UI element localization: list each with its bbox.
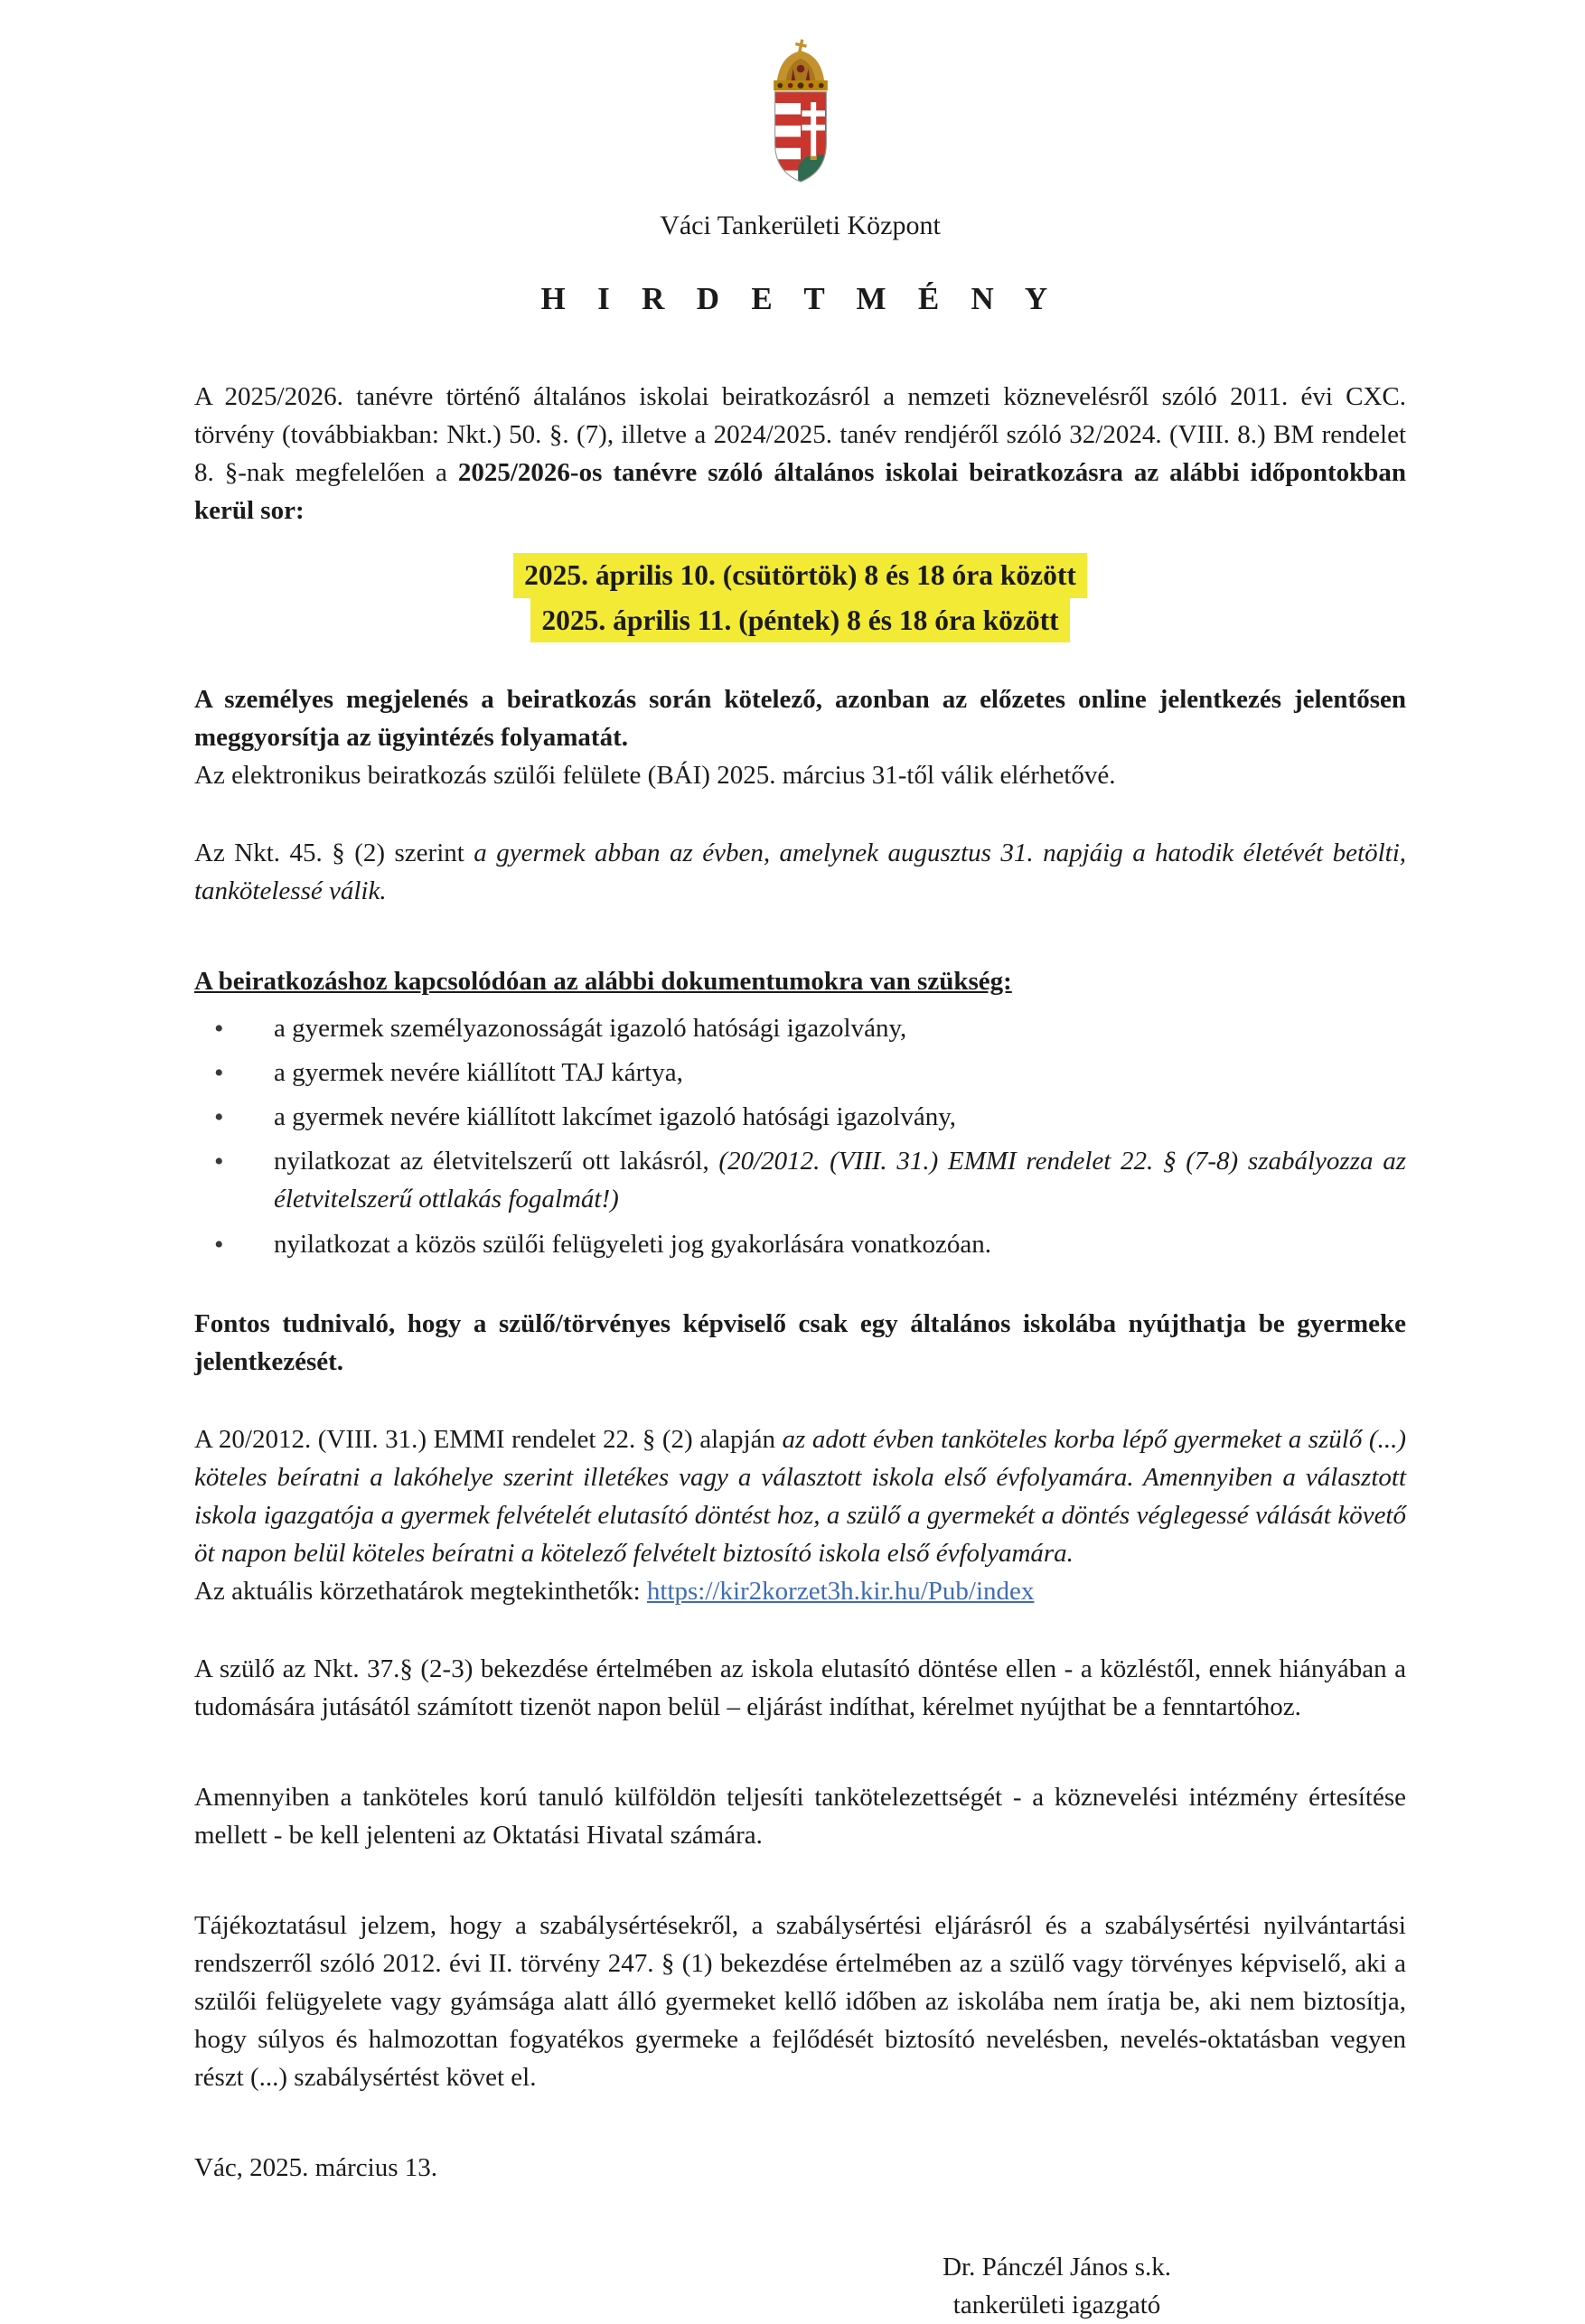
emmi-text-block — [194, 1420, 1406, 1572]
place-and-date: Vác, 2025. március 13. — [194, 2153, 437, 2183]
enrollment-date-2: 2025. április 11. (péntek) 8 és 18 óra között — [530, 598, 1069, 642]
personal-attendance-paragraph — [194, 680, 1406, 794]
organization-name: Váci Tankerületi Központ — [660, 211, 941, 241]
signature-block — [943, 2248, 1171, 2324]
intro-paragraph — [194, 378, 1406, 529]
abroad-paragraph: Amennyiben a tanköteles korú tanuló külföldön teljesíti tankötelezettségét - a köznevelési intézmény értesítése mellett - be kell jelenteni az Oktatási Hivatal számára. — [194, 1782, 1406, 1851]
document-item-text: nyilatkozat a közös szülői felügyeleti jog gyakorlására vonatkozóan. — [274, 1229, 992, 1259]
enrollment-date-1: 2025. április 10. (csütörtök) 8 és 18 óra között — [513, 553, 1087, 597]
penalty-paragraph: Tájékoztatásul jelzem, hogy a szabálysértésekről, a szabálysértési eljárásról és a szabálysértési nyilvántartási rendszerről szóló 2012. évi II. törvény 247. § (1) bekezdése értelmében az a szülő vagy törvényes képviselő, aki a szülői felügyelete vagy gyámsága alatt álló gyermeket kellő időben az iskolába nem íratja be, aki nem biztosítja, hogy súlyos és halmozottan fogyatékos gyermeke a fejlődését biztosító nevelésben, nevelés-oktatásban vegyen részt (...) szabálysértést követ el. — [194, 1911, 1406, 2093]
nkt45-paragraph — [194, 834, 1406, 910]
emmi-paragraph — [194, 1420, 1406, 1610]
electronic-enrollment-note: Az elektronikus beiratkozás szülői felülete (BÁI) 2025. március 31-től válik elérhetővé. — [194, 761, 1116, 791]
document-item-note: (20/2012. (VIII. 31.) EMMI rendelet 22. § (7-8) szabályozza az életvitelszerű ottlakás fogalmát!) — [274, 1147, 1406, 1214]
list-item — [194, 1142, 1406, 1218]
document-header — [194, 38, 1406, 322]
document-item-text: nyilatkozat az életvitelszerű ott lakásról, — [274, 1147, 719, 1176]
district-borders-line — [194, 1572, 1406, 1610]
document-title: H I R D E T M É N Y — [540, 280, 1060, 316]
list-item — [194, 1098, 1406, 1136]
document-item-text: a gyermek személyazonosságát igazoló hatósági igazolvány, — [274, 1014, 907, 1044]
documents-heading: A beiratkozáshoz kapcsolódóan az alábbi dokumentumokra van szükség: — [194, 967, 1012, 997]
emmi-text: A 20/2012. (VIII. 31.) EMMI rendelet 22. § (2) alapján — [194, 1424, 783, 1454]
document-item-text: a gyermek nevére kiállított lakcímet igazoló hatósági igazolvány, — [274, 1102, 957, 1132]
district-borders-label: Az aktuális körzethatárok megtekinthetők: — [194, 1576, 647, 1606]
intro-text: A 2025/2026. tanévre történő általános iskolai beiratkozásról a nemzeti köznevelésről szóló 2011. évi CXC. törvény (továbbiakban: Nkt.) 50. §. (7), illetve a 2024/2025. tanév rendjéről szóló 32/2024. (VIII. 8.) BM rendelet 8. §-nak megfelelően a — [194, 382, 1406, 488]
documents-list — [194, 1009, 1406, 1262]
enrollment-dates — [194, 553, 1406, 642]
signature-name: Dr. Pánczél János s.k. — [943, 2253, 1171, 2282]
list-item — [194, 1225, 1406, 1263]
signature-role: tankerületi igazgató — [952, 2291, 1161, 2320]
appeal-paragraph: A szülő az Nkt. 37.§ (2-3) bekezdése értelmében az iskola elutasító döntése ellen - a közléstől, ennek hiányában a tudomására jutásától számított tizenöt napon belül – eljárást indíthat, kérelmet nyújthat be a fenntartóhoz. — [194, 1654, 1406, 1721]
intro-text-bold: 2025/2026-os tanévre szóló általános iskolai beiratkozásra az alábbi időpontokban kerül sor: — [194, 458, 1406, 526]
list-item — [194, 1054, 1406, 1092]
hungarian-coat-of-arms-icon — [736, 38, 865, 204]
district-borders-link[interactable]: https://kir2korzet3h.kir.hu/Pub/index — [646, 1576, 1035, 1606]
nkt45-text: Az Nkt. 45. § (2) szerint — [194, 839, 474, 868]
document-item-text: a gyermek nevére kiállított TAJ kártya, — [274, 1058, 683, 1088]
important-notice: Fontos tudnivaló, hogy a szülő/törvényes képviselő csak egy általános iskolába nyújthatja be gyermeke jelentkezését. — [194, 1308, 1406, 1376]
nkt45-quote: a gyermek abban az évben, amelynek augusztus 31. napjáig a hatodik életévét betölti, tankötelessé válik. — [194, 839, 1407, 906]
emmi-quote: az adott évben tanköteles korba lépő gyermeket a szülő (...) köteles beíratni a lakóhelye szerint illetékes vagy a választott iskola első évfolyamára. Amennyiben a választott iskola igazgatója a gyermek felvételét elutasító döntést hoz, a szülő a gyermekét a döntés véglegessé válását követő öt napon belül köteles beíratni a kötelező felvételt biztosító iskola első évfolyamára. — [194, 1424, 1406, 1568]
personal-attendance-bold: A személyes megjelenés a beiratkozás során kötelező, azonban az előzetes online jelentkezés jelentősen meggyorsítja az ügyintézés folyamatát. — [194, 684, 1406, 753]
list-item — [194, 1009, 1406, 1047]
